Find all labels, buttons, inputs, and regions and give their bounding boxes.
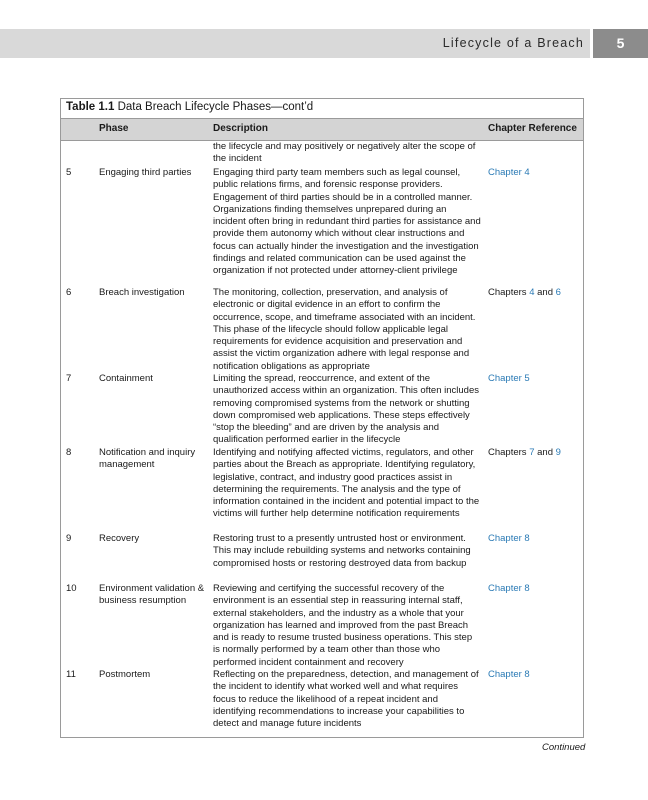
table-caption	[66, 101, 313, 113]
table-row	[61, 669, 583, 731]
chapter-reference	[488, 287, 580, 299]
chapter-link[interactable]: 4	[529, 287, 535, 298]
column-header-phase: Phase	[99, 123, 129, 134]
phase-number: 10	[66, 583, 77, 594]
running-header	[0, 29, 648, 58]
phase-name: Postmortem	[99, 669, 151, 680]
chapter-link[interactable]: 9	[555, 447, 561, 458]
chapter-reference	[488, 167, 580, 179]
phase-name: Recovery	[99, 533, 140, 544]
table-row	[61, 533, 583, 583]
table-row	[61, 287, 583, 373]
chapter-link[interactable]: Chapter 4	[488, 167, 530, 178]
phase-description: Limiting the spread, reoccurrence, and extent of the unauthorized access within an organization. This often includes removing compromised systems from the network or shutting down compromised web applications. These steps effectively “stop the bleeding” and are driven by the analysis and qualification performed earlier in the lifecycle	[213, 373, 479, 446]
phase-number: 5	[66, 167, 72, 178]
phase-description: Engaging third party team members such as legal counsel, public relations firms, and forensic response providers. Engagement of third parties should be in a controlled manner. Organizations finding themselves unprepared during an incident often bring in redundant third parties for assistance and provide them autonomy which without clear instructions and focus can actually hinder the investigation and the investigation findings and related communication can be used against the organization if not protected under attorney-client privilege	[213, 167, 481, 277]
table-row	[61, 167, 583, 287]
table-row	[61, 447, 583, 533]
table-caption-text: Data Breach Lifecycle Phases—cont’d	[114, 101, 314, 113]
phase-description: the lifecycle and may positively or negatively alter the scope of the incident	[213, 141, 476, 165]
phase-number: 8	[66, 447, 72, 458]
running-title: Lifecycle of a Breach	[442, 36, 584, 50]
chapter-reference	[488, 533, 580, 545]
table-header-row	[61, 118, 583, 141]
data-breach-table	[60, 98, 584, 738]
table-row	[61, 583, 583, 669]
chapter-link[interactable]: Chapter 8	[488, 669, 530, 680]
phase-number: 11	[66, 669, 76, 680]
phase-description: The monitoring, collection, preservation, and analysis of electronic or digital evidence in an effort to confirm the occurrence, scope, and timeframe associated with an incident. This phase of the lifecycle should follow applicable legal requirements for evidence acquisition and preservation and assist the victim organization adhere with legal response and notification obligations as appropriate	[213, 287, 476, 372]
phase-description: Identifying and notifying affected victims, regulators, and other parties about the Breach as appropriate. Identifying regulatory, legislative, contract, and industry good practices assist in determining the requirements. The analysis and the type of information contained in the incident and potential impact to the victims will further help determine notification requirements	[213, 447, 480, 520]
phase-number: 9	[66, 533, 72, 544]
phase-name: Breach investigation	[99, 287, 185, 298]
chapter-reference	[488, 373, 580, 385]
chapter-reference-text: Chapters	[488, 447, 530, 458]
chapter-link[interactable]: 6	[555, 287, 561, 298]
chapter-link[interactable]: Chapter 8	[488, 533, 530, 544]
chapter-reference	[488, 669, 580, 681]
column-header-description: Description	[213, 123, 269, 134]
chapter-link[interactable]: Chapter 5	[488, 373, 530, 384]
table-body	[61, 141, 583, 731]
chapter-link[interactable]: 7	[529, 447, 535, 458]
table-row	[61, 373, 583, 447]
phase-name: Notification and inquiry management	[99, 447, 196, 471]
table-caption-label: Table 1.1	[66, 101, 115, 113]
chapter-reference	[488, 447, 580, 459]
phase-description: Reflecting on the preparedness, detection, and management of the incident to identify what worked well and what requires focus to reduce the likelihood of a repeat incident and identifying recommendations to increase your capabilities to detect and manage future incidents	[213, 669, 479, 730]
phase-name: Engaging third parties	[99, 167, 192, 178]
chapter-reference-text: and	[534, 447, 556, 458]
phase-name: Containment	[99, 373, 153, 384]
phase-number: 6	[66, 287, 72, 298]
phase-description: Restoring trust to a presently untrusted host or environment. This may include rebuilding systems and networks containing compromised hosts or restoring destroyed data from backup	[213, 533, 471, 569]
page-number: 5	[590, 29, 648, 58]
continued-note: Continued	[542, 742, 586, 753]
column-header-chapter-reference: Chapter Reference	[488, 123, 577, 134]
phase-name: Environment validation & business resumption	[99, 583, 205, 607]
table-row	[61, 141, 583, 167]
chapter-reference-text: and	[534, 287, 556, 298]
phase-description: Reviewing and certifying the successful recovery of the environment is an essential step in reassuring internal staff, external stakeholders, and the industry as a whole that your organization has learned and improved from the past Breach and is ready to resume trusted business operations. This step is normally performed by a team other than those who performed incident containment and recovery	[213, 583, 473, 668]
chapter-reference-text: Chapters	[488, 287, 530, 298]
phase-number: 7	[66, 373, 72, 384]
chapter-reference	[488, 583, 580, 595]
chapter-link[interactable]: Chapter 8	[488, 583, 530, 594]
